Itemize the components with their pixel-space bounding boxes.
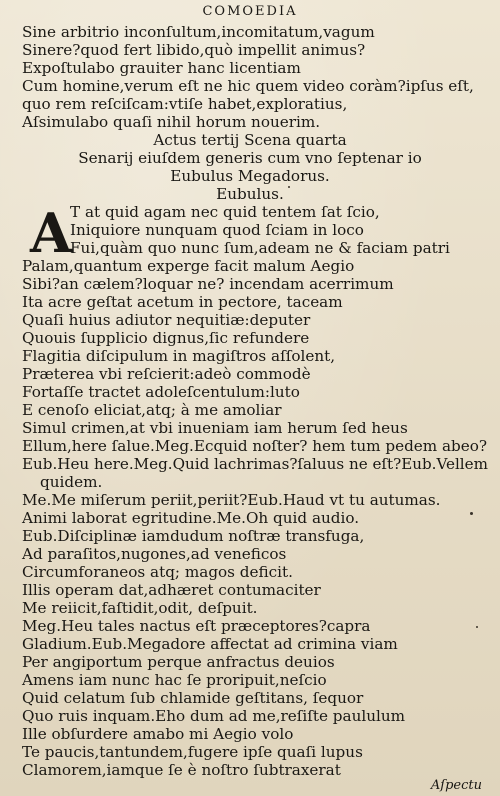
text-line: Eub.Diſciplinæ iamdudum noſtræ transfuga, xyxy=(22,527,365,545)
text-line: Simul crimen,at vbi inueniam iam herum ſed heus xyxy=(22,419,408,437)
text-line: Amens iam nunc hac ſe proripuit,neſcio xyxy=(22,671,327,689)
text-line: Iniquiore nunquam quod ſciam in loco xyxy=(70,221,364,239)
text-line: quo rem reſciſcam:vtiſe habet,exploratius, xyxy=(22,95,348,113)
speaker-heading: Eubulus. xyxy=(216,185,284,203)
text-line: Præterea vbi reſcierit:adeò commodè xyxy=(22,365,311,383)
ink-speck xyxy=(288,186,290,188)
text-line: Palam,quantum experge facit malum Aegio xyxy=(22,257,355,275)
text-line: Gladium.Eub.Megadore affectat ad crimina viam xyxy=(22,635,398,653)
text-line: Quo ruis inquam.Eho dum ad me,reſiſte paululum xyxy=(22,707,406,725)
ink-speck xyxy=(476,626,478,628)
text-line: Ellum,here ſalue.Meg.Ecquid noſter? hem tum pedem abeo? xyxy=(22,437,488,455)
text-line: T at quid agam nec quid tentem ſat ſcio, xyxy=(70,203,380,221)
text-line: Animi laborat egritudine.Me.Oh quid audio. xyxy=(22,509,360,527)
text-line: Flagitia diſcipulum in magiſtros aſſolent, xyxy=(22,347,336,365)
text-line: Illis operam dat,adhæret contumaciter xyxy=(22,581,321,599)
text-line: Ad paraſitos,nugones,ad veneficos xyxy=(22,545,287,563)
text-line: Ita acre geſtat acetum in pectore, taceam xyxy=(22,293,343,311)
text-line: Sine arbitrio inconſultum,incomitatum,vagum xyxy=(22,23,375,41)
text-line: Cum homine,verum eſt ne hic quem video coràm?ipſus eſt, xyxy=(22,77,474,95)
text-line: Fui,quàm quo nunc ſum,adeam ne & faciam patri xyxy=(70,239,450,257)
running-head: COMOEDIA xyxy=(202,4,298,19)
text-line: Te paucis,tantundem,fugere ipſe quaſi lupus xyxy=(22,743,363,761)
text-line: Quouis ſupplicio dignus,ſic refundere xyxy=(22,329,310,347)
act-scene-heading: Actus tertij Scena quarta xyxy=(153,131,347,149)
text-line: Me.Me miſerum periit,periit?Eub.Haud vt tu autumas. xyxy=(22,491,441,509)
meter-note: Senarij eiuſdem generis cum vno ſeptenar io xyxy=(78,149,422,167)
text-line: Aſsimulabo quaſi nihil horum nouerim. xyxy=(22,113,321,131)
text-line: Per angiportum perque anfractus deuios xyxy=(22,653,335,671)
text-line: Circumforaneos atq; magos deficit. xyxy=(22,563,293,581)
text-line: Quid celatum ſub chlamide geſtitans, ſequor xyxy=(22,689,364,707)
text-line: Ille obſurdere amabo mi Aegio volo xyxy=(22,725,294,743)
text-line: Me reiicit,faſtidit,odit, deſpuit. xyxy=(22,599,258,617)
catchword: Aſpectu xyxy=(430,778,482,793)
text-line: Eub.Heu here.Meg.Quid lachrimas?ſaluus ne eſt?Eub.Vellem xyxy=(22,455,488,473)
ink-speck xyxy=(470,512,473,515)
text-line: Expoſtulabo grauiter hanc licentiam xyxy=(22,59,301,77)
text-line: quidem. xyxy=(40,473,103,491)
text-line: Fortaſſe tractet adoleſcentulum:luto xyxy=(22,383,300,401)
text-line: Sinere?quod fert libido,quò impellit animus? xyxy=(22,41,366,59)
text-line: E cenoſo eliciat,atq; à me amoliar xyxy=(22,401,282,419)
text-line: Meg.Heu tales nactus eſt præceptores?capra xyxy=(22,617,371,635)
characters-heading: Eubulus Megadorus. xyxy=(170,167,330,185)
drop-capital: A xyxy=(30,201,72,265)
text-line: Sibi?an cælem?loquar ne? incendam acerrimum xyxy=(22,275,394,293)
text-line: Clamorem,iamque ſe è noſtro ſubtraxerat xyxy=(22,761,341,779)
text-line: Quaſi huius adiutor nequitiæ:deputer xyxy=(22,311,311,329)
